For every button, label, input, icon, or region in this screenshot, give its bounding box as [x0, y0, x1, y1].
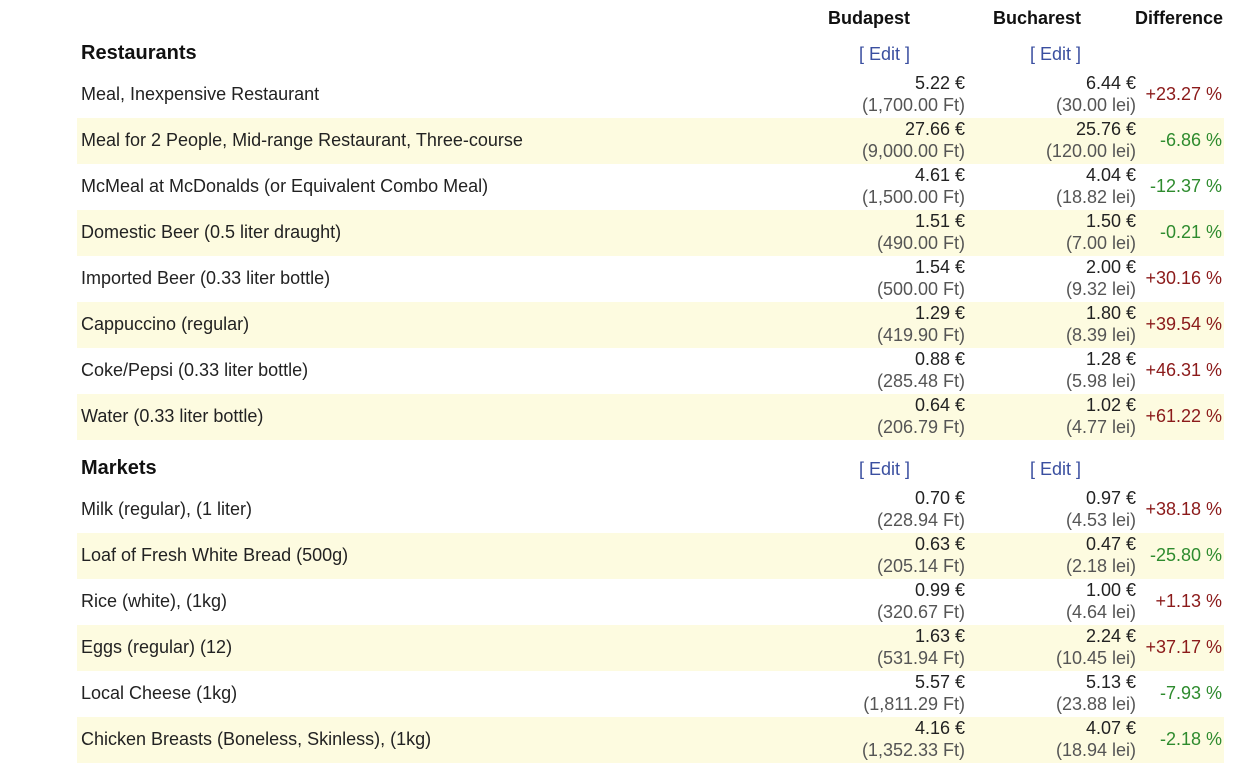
bucharest-price-eur: 2.00 €	[1085, 257, 1136, 277]
bucharest-price-eur: 6.44 €	[1085, 73, 1136, 93]
section-restaurants	[0, 40, 1246, 440]
budapest-price	[877, 256, 965, 300]
bucharest-price	[1066, 487, 1136, 531]
budapest-price-eur: 5.57 €	[914, 672, 965, 692]
column-header-difference: Difference	[1134, 8, 1223, 28]
difference-value: -25.80 %	[1149, 545, 1222, 565]
difference-value: +37.17 %	[1145, 637, 1222, 657]
item-name: Rice (white), (1kg)	[81, 591, 228, 611]
bucharest-price-local: (4.77 lei)	[1065, 417, 1136, 437]
bucharest-price-eur: 0.47 €	[1085, 534, 1136, 554]
budapest-price	[877, 210, 965, 254]
budapest-price-local: (285.48 Ft)	[876, 371, 965, 391]
difference-value: -7.93 %	[1159, 683, 1222, 703]
budapest-price-eur: 4.61 €	[914, 165, 965, 185]
budapest-price-local: (500.00 Ft)	[876, 279, 965, 299]
table-row	[77, 72, 1224, 118]
bucharest-price	[1066, 256, 1136, 300]
budapest-price-eur: 5.22 €	[914, 73, 965, 93]
edit-budapest-link[interactable]: [ Edit ]	[858, 44, 910, 64]
bucharest-price-local: (30.00 lei)	[1055, 95, 1136, 115]
difference-value: +30.16 %	[1145, 268, 1222, 288]
bucharest-price	[1056, 164, 1136, 208]
budapest-price-eur: 1.29 €	[914, 303, 965, 323]
bucharest-price-local: (120.00 lei)	[1045, 141, 1136, 161]
bucharest-price-eur: 1.50 €	[1085, 211, 1136, 231]
budapest-price-local: (531.94 Ft)	[876, 648, 965, 668]
item-name: Meal for 2 People, Mid-range Restaurant, Three-course	[81, 130, 523, 150]
difference-value: -6.86 %	[1159, 130, 1222, 150]
bucharest-price-local: (18.94 lei)	[1055, 740, 1136, 760]
item-name: Imported Beer (0.33 liter bottle)	[81, 268, 331, 288]
item-name: Chicken Breasts (Boneless, Skinless), (1kg)	[81, 729, 432, 749]
budapest-price	[862, 72, 965, 116]
budapest-price-local: (1,811.29 Ft)	[863, 694, 965, 714]
budapest-price-eur: 4.16 €	[914, 718, 965, 738]
bucharest-price-local: (23.88 lei)	[1055, 694, 1136, 714]
budapest-price	[877, 579, 965, 623]
budapest-price-local: (228.94 Ft)	[876, 510, 965, 530]
bucharest-price	[1056, 625, 1136, 669]
budapest-price	[877, 625, 965, 669]
item-name: Domestic Beer (0.5 liter draught)	[81, 222, 342, 242]
section-title: Restaurants	[81, 42, 197, 64]
table-row	[77, 164, 1224, 210]
budapest-price-local: (1,352.33 Ft)	[861, 740, 965, 760]
budapest-price	[862, 164, 965, 208]
column-headers	[0, 8, 1246, 32]
bucharest-price-local: (10.45 lei)	[1055, 648, 1136, 668]
bucharest-price-eur: 0.97 €	[1085, 488, 1136, 508]
difference-value: +39.54 %	[1145, 314, 1222, 334]
table-row	[77, 210, 1224, 256]
bucharest-price-local: (4.64 lei)	[1065, 602, 1136, 622]
budapest-price-local: (490.00 Ft)	[876, 233, 965, 253]
bucharest-price-eur: 25.76 €	[1075, 119, 1136, 139]
item-name: Cappuccino (regular)	[81, 314, 250, 334]
item-name: Milk (regular), (1 liter)	[81, 499, 253, 519]
bucharest-price-local: (8.39 lei)	[1065, 325, 1136, 345]
item-name: Meal, Inexpensive Restaurant	[81, 84, 320, 104]
budapest-price-local: (206.79 Ft)	[876, 417, 965, 437]
budapest-price	[862, 118, 965, 162]
budapest-price-eur: 0.70 €	[914, 488, 965, 508]
difference-value: +46.31 %	[1145, 360, 1222, 380]
table-row	[77, 717, 1224, 763]
budapest-price-local: (320.67 Ft)	[876, 602, 965, 622]
bucharest-price-eur: 1.02 €	[1085, 395, 1136, 415]
budapest-price-eur: 1.51 €	[914, 211, 965, 231]
table-row	[77, 625, 1224, 671]
budapest-price-eur: 0.63 €	[914, 534, 965, 554]
budapest-price-eur: 0.99 €	[914, 580, 965, 600]
bucharest-price	[1066, 348, 1136, 392]
bucharest-price-eur: 4.04 €	[1085, 165, 1136, 185]
item-name: Coke/Pepsi (0.33 liter bottle)	[81, 360, 309, 380]
item-name: Loaf of Fresh White Bread (500g)	[81, 545, 349, 565]
table-row	[77, 348, 1224, 394]
bucharest-price	[1056, 671, 1136, 715]
bucharest-price-eur: 5.13 €	[1085, 672, 1136, 692]
table-row	[77, 533, 1224, 579]
item-name: Water (0.33 liter bottle)	[81, 406, 264, 426]
budapest-price-local: (1,700.00 Ft)	[861, 95, 965, 115]
difference-value: +23.27 %	[1145, 84, 1222, 104]
bucharest-price	[1066, 533, 1136, 577]
bucharest-price	[1056, 717, 1136, 761]
section-title: Markets	[81, 457, 157, 479]
table-row	[77, 302, 1224, 348]
bucharest-price	[1066, 394, 1136, 438]
section-rows	[0, 72, 1246, 440]
section-markets	[0, 455, 1246, 763]
bucharest-price-eur: 2.24 €	[1085, 626, 1136, 646]
bucharest-price-local: (18.82 lei)	[1055, 187, 1136, 207]
budapest-price-local: (205.14 Ft)	[876, 556, 965, 576]
table-row	[77, 671, 1224, 717]
budapest-price	[863, 671, 965, 715]
budapest-price	[877, 487, 965, 531]
section-header	[0, 455, 1246, 487]
section-header	[0, 40, 1246, 72]
budapest-price-local: (1,500.00 Ft)	[861, 187, 965, 207]
bucharest-price	[1066, 210, 1136, 254]
difference-value: -2.18 %	[1159, 729, 1222, 749]
item-name: McMeal at McDonalds (or Equivalent Combo Meal)	[81, 176, 489, 196]
item-name: Eggs (regular) (12)	[81, 637, 233, 657]
table-row	[77, 579, 1224, 625]
bucharest-price	[1046, 118, 1136, 162]
item-name: Local Cheese (1kg)	[81, 683, 238, 703]
table-row	[77, 118, 1224, 164]
bucharest-price-eur: 1.28 €	[1085, 349, 1136, 369]
section-rows	[0, 487, 1246, 763]
bucharest-price	[1056, 72, 1136, 116]
column-header-budapest: Budapest	[827, 8, 910, 28]
edit-bucharest-link[interactable]: [ Edit ]	[1029, 44, 1081, 64]
table-row	[77, 394, 1224, 440]
bucharest-price-eur: 4.07 €	[1085, 718, 1136, 738]
bucharest-price	[1066, 579, 1136, 623]
bucharest-price-local: (2.18 lei)	[1065, 556, 1136, 576]
budapest-price	[862, 717, 965, 761]
edit-budapest-link[interactable]: [ Edit ]	[858, 459, 910, 479]
table-row	[77, 256, 1224, 302]
bucharest-price-local: (7.00 lei)	[1065, 233, 1136, 253]
edit-bucharest-link[interactable]: [ Edit ]	[1029, 459, 1081, 479]
difference-value: +61.22 %	[1145, 406, 1222, 426]
bucharest-price-local: (9.32 lei)	[1065, 279, 1136, 299]
budapest-price-local: (419.90 Ft)	[876, 325, 965, 345]
budapest-price-eur: 1.63 €	[914, 626, 965, 646]
difference-value: +38.18 %	[1145, 499, 1222, 519]
budapest-price-eur: 1.54 €	[914, 257, 965, 277]
difference-value: +1.13 %	[1155, 591, 1222, 611]
table-row	[77, 487, 1224, 533]
budapest-price	[877, 533, 965, 577]
difference-value: -0.21 %	[1159, 222, 1222, 242]
budapest-price	[877, 394, 965, 438]
bucharest-price	[1066, 302, 1136, 346]
budapest-price-eur: 0.88 €	[914, 349, 965, 369]
budapest-price-eur: 0.64 €	[914, 395, 965, 415]
budapest-price	[877, 348, 965, 392]
bucharest-price-local: (4.53 lei)	[1065, 510, 1136, 530]
bucharest-price-eur: 1.00 €	[1085, 580, 1136, 600]
column-header-bucharest: Bucharest	[992, 8, 1081, 28]
budapest-price	[877, 302, 965, 346]
budapest-price-eur: 27.66 €	[904, 119, 965, 139]
bucharest-price-local: (5.98 lei)	[1065, 371, 1136, 391]
difference-value: -12.37 %	[1149, 176, 1222, 196]
budapest-price-local: (9,000.00 Ft)	[861, 141, 965, 161]
bucharest-price-eur: 1.80 €	[1085, 303, 1136, 323]
